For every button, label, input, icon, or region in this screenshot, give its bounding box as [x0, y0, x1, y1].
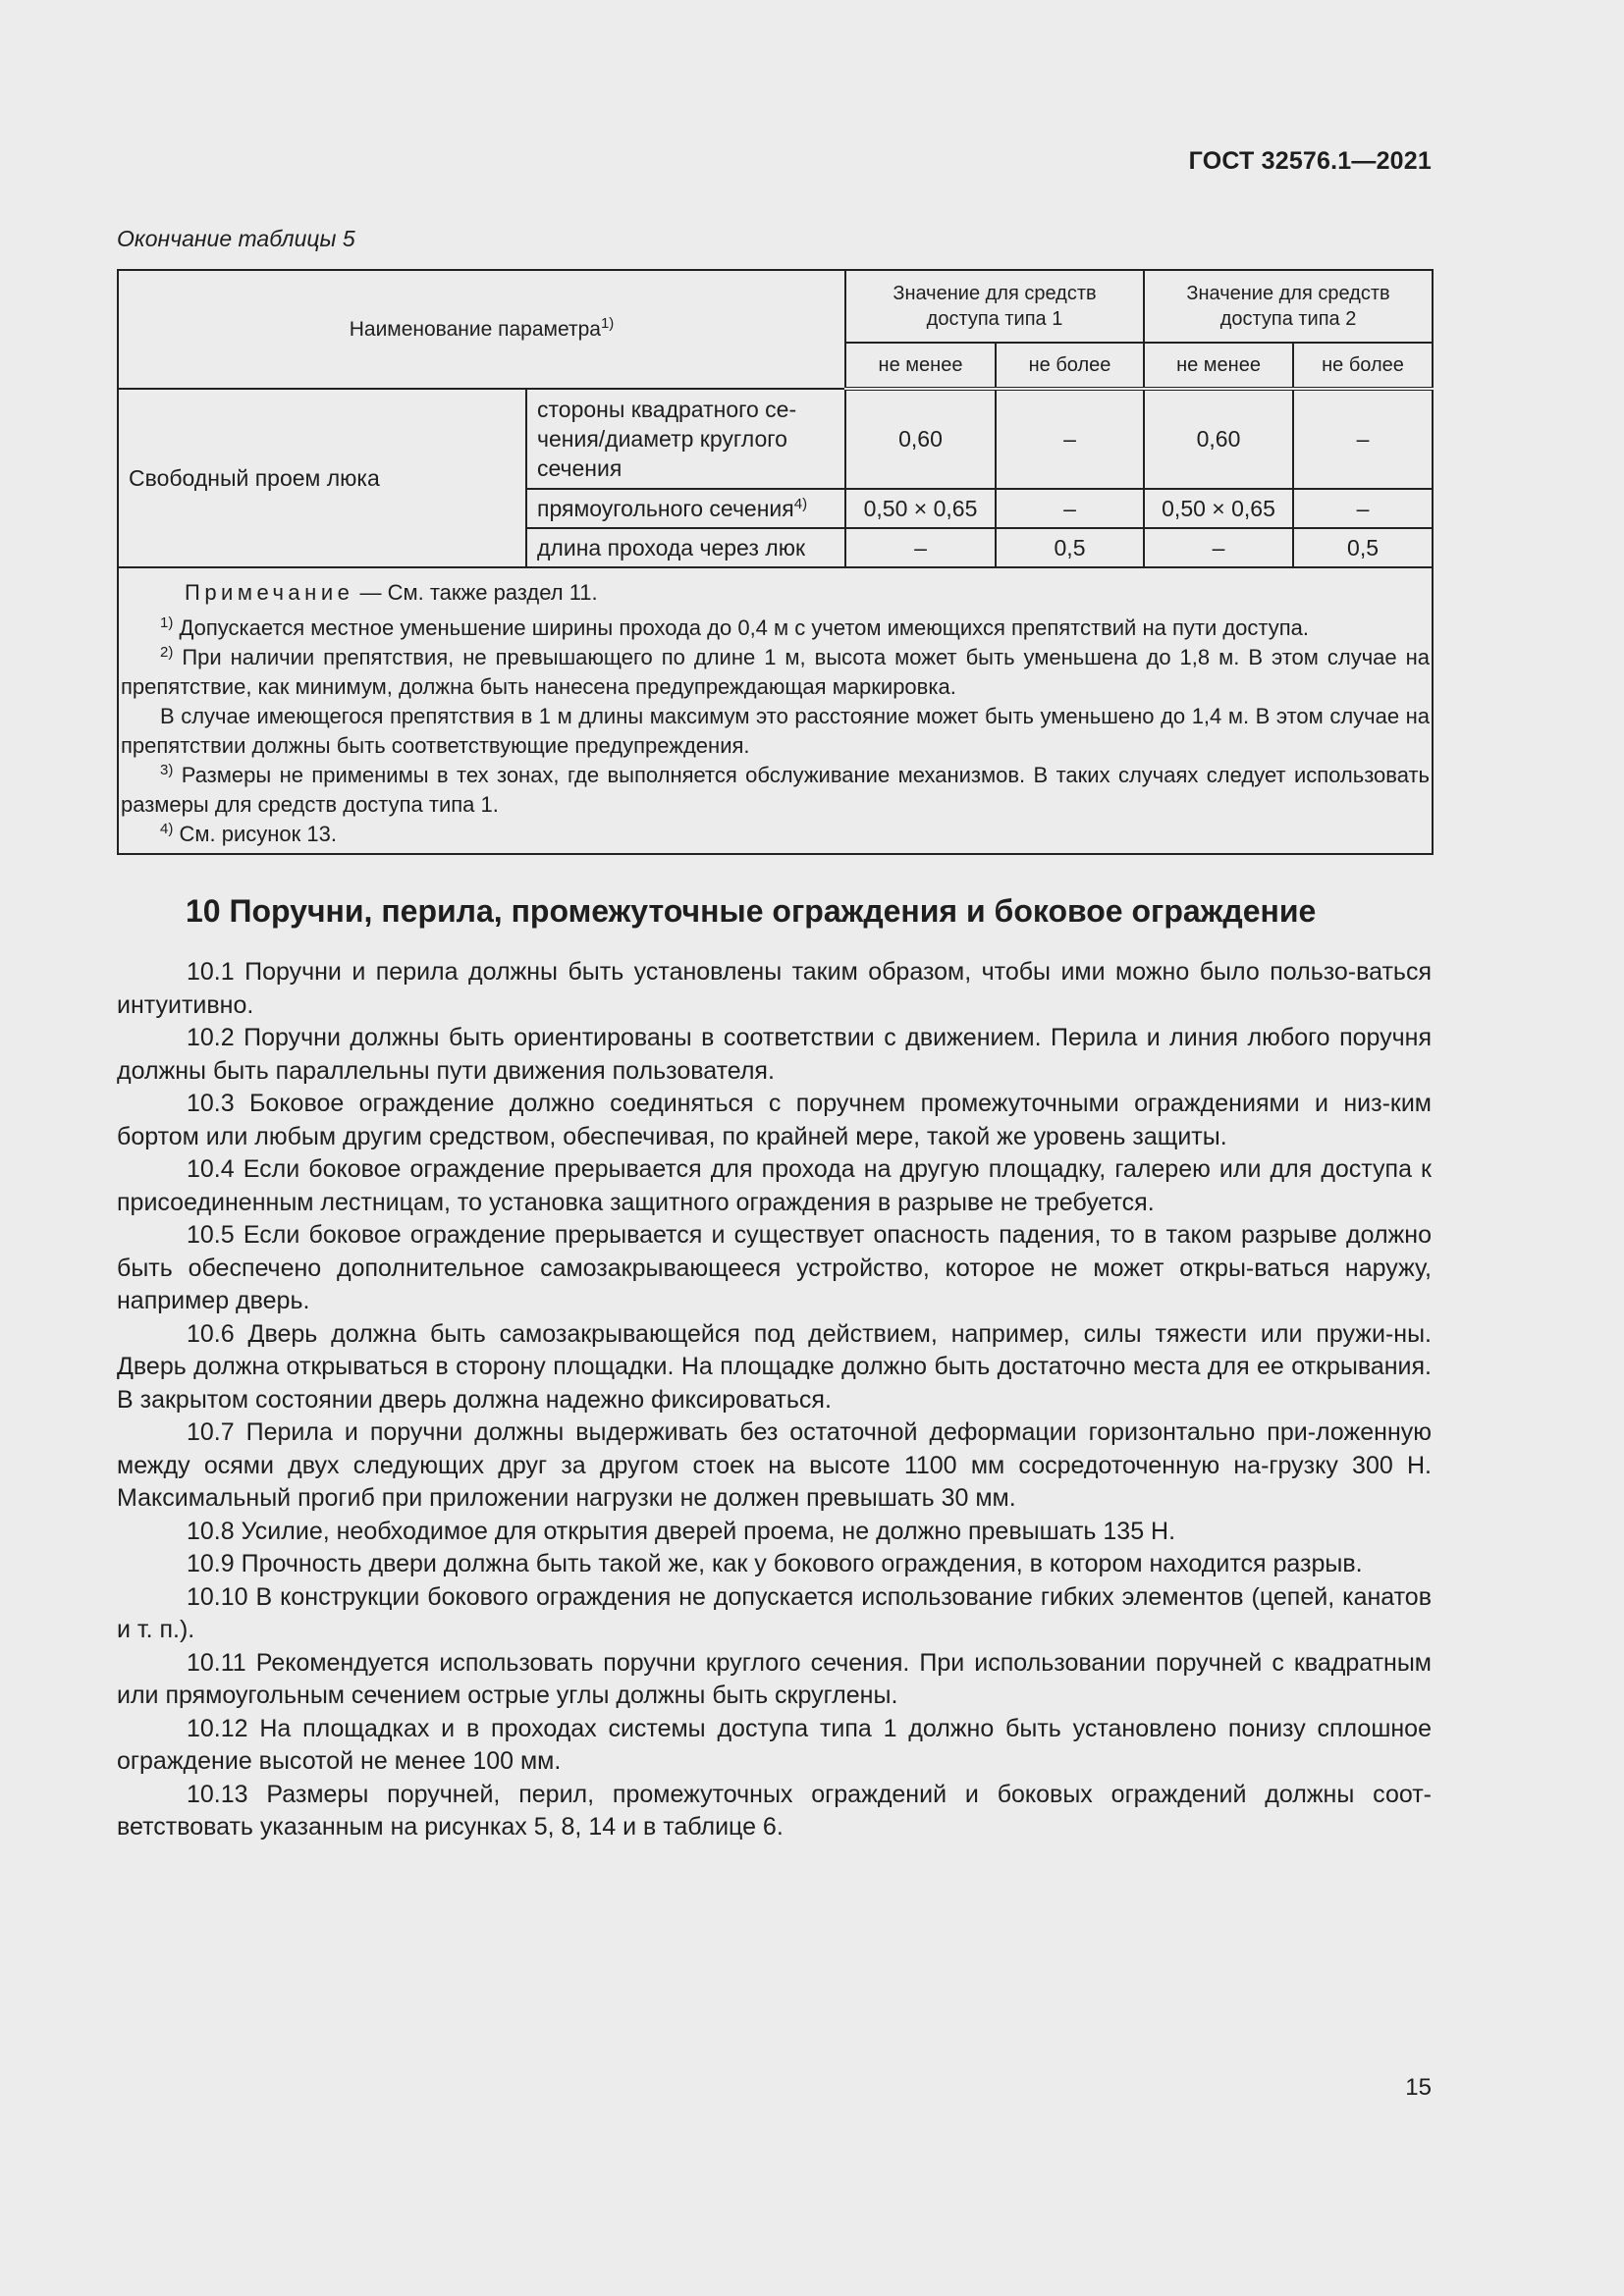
param-header-label: Наименование параметра [349, 317, 601, 341]
paragraph: 10.10 В конструкции бокового ограждения не допускается использование гибких элементов (цепей, канатов и т. п.). [117, 1582, 1432, 1643]
footnote-marker: 1) [160, 614, 174, 631]
table-row [118, 389, 1433, 489]
value-cell: 0,50 × 0,65 [1144, 489, 1293, 528]
group-label: Свободный проем люка [118, 389, 526, 567]
type2-max-header: не более [1293, 343, 1433, 389]
param-cell [526, 489, 845, 528]
value-cell: 0,60 [1144, 389, 1293, 489]
paragraph: 10.3 Боковое ограждение должно соединяться с поручнем промежуточными ограждениями и низ-ким бортом или любым другим средством, обеспечивая, по крайней мере, такой же уровень защиты. [117, 1090, 1432, 1150]
footnote-3 [121, 761, 1430, 820]
paragraph: 10.1 Поручни и перила должны быть установлены таким образом, чтобы ими можно было пользо-ваться интуитивно. [117, 958, 1432, 1019]
section-body [117, 956, 1432, 1844]
footnote-4 [121, 820, 1430, 849]
param-cell [526, 389, 845, 489]
document-code: ГОСТ 32576.1—2021 [1188, 147, 1432, 175]
paragraph: 10.11 Рекомендуется использовать поручни круглого сечения. При использовании поручней с квадратным или прямоугольным сечением острые углы должны быть скруглены. [117, 1648, 1432, 1709]
param-header-sup: 1) [600, 314, 615, 332]
note [121, 578, 1430, 608]
type1-max-header: не более [996, 343, 1144, 389]
paragraph: 10.8 Усилие, необходимое для открытия дверей проема, не должно превышать 135 Н. [187, 1517, 1176, 1545]
param-cell: длина прохода через люк [526, 528, 845, 567]
param-text: прямоугольного сечения [537, 496, 794, 521]
table-notes-row [118, 567, 1433, 854]
param-sup: 4) [793, 496, 808, 512]
note-text: — См. также раздел 11. [359, 580, 598, 605]
footnote-marker: 2) [160, 644, 174, 661]
paragraph: 10.12 На площадках и в проходах системы доступа типа 1 должно быть установлено понизу сплошное ограждение высотой не менее 100 мм. [117, 1714, 1432, 1775]
footnote-2 [121, 643, 1430, 702]
footnote-text: Допускается местное уменьшение ширины прохода до 0,4 м с учетом имеющихся препятствий на пути доступа. [179, 615, 1309, 640]
paragraph: 10.2 Поручни должны быть ориентированы в соответствии с движением. Перила и линия любого поручня должны быть параллельны пути движения пользователя. [117, 1024, 1432, 1085]
value-cell: – [1293, 489, 1433, 528]
value-cell: 0,5 [1293, 528, 1433, 567]
paragraph: 10.9 Прочность двери должна быть такой же, как у бокового ограждения, в котором находится разрыв. [187, 1550, 1363, 1577]
footnote-1 [121, 614, 1430, 643]
paragraph: 10.5 Если боковое ограждение прерывается и существует опасность падения, то в таком разрыве должно быть обеспечено дополнительное самозакрывающееся устройство, которое не может откры-ваться наружу, например дверь. [117, 1221, 1432, 1314]
value-cell: 0,60 [845, 389, 996, 489]
value-cell: 0,5 [996, 528, 1144, 567]
parameters-table [117, 269, 1434, 855]
footnote-marker: 3) [160, 762, 174, 778]
table-notes [118, 567, 1433, 854]
footnote-2-cont [121, 702, 1430, 761]
value-cell: 0,50 × 0,65 [845, 489, 996, 528]
value-cell: – [845, 528, 996, 567]
footnote-text: См. рисунок 13. [179, 822, 337, 846]
table-header-row [118, 270, 1433, 343]
section-heading: 10 Поручни, перила, промежуточные ограждения и боковое ограждение [186, 893, 1317, 929]
footnote-text: В случае имеющегося препятствия в 1 м длины максимум это расстояние может быть уменьшено до 1,4 м. В этом случае на препятствии должны быть соответствующие предупреждения. [121, 704, 1431, 758]
param-header [118, 270, 845, 389]
value-cell: – [1144, 528, 1293, 567]
note-label: Примечание [185, 580, 354, 605]
paragraph: 10.13 Размеры поручней, перил, промежуточных ограждений и боковых ограждений должны соот-ветствовать указанным на рисунках 5, 8, 14 и в таблице 6. [117, 1780, 1432, 1841]
table-caption: Окончание таблицы 5 [117, 226, 355, 251]
paragraph: 10.6 Дверь должна быть самозакрывающейся под действием, например, силы тяжести или пружи-ны. Дверь должна открываться в сторону площадки. На площадке должно быть достаточно места для ее открывания. В закрытом состоянии дверь должна надежно фиксироваться. [117, 1319, 1432, 1414]
param-text: стороны квадратного се-чения/диаметр круглого сечения [537, 397, 797, 481]
value-cell: – [1293, 389, 1433, 489]
footnote-text: При наличии препятствия, не превышающего по длине 1 м, высота может быть уменьшена до 1,8 м. В этом случае на препятствие, как минимум, должна быть нанесена предупреждающая маркировка. [121, 645, 1431, 699]
type2-header: Значение для средств доступа типа 2 [1144, 270, 1433, 343]
page-number: 15 [1405, 2074, 1432, 2101]
value-cell: – [996, 489, 1144, 528]
footnote-text: Размеры не применимы в тех зонах, где выполняется обслуживание механизмов. В таких случаях следует использовать размеры для средств доступа типа 1. [121, 763, 1431, 817]
value-cell: – [996, 389, 1144, 489]
footnote-marker: 4) [160, 821, 174, 837]
type2-min-header: не менее [1144, 343, 1293, 389]
type1-min-header: не менее [845, 343, 996, 389]
paragraph: 10.7 Перила и поручни должны выдерживать без остаточной деформации горизонтально при-ложенную между осями двух следующих друг за другом стоек на высоте 1100 мм сосредоточенную на-грузку 300 Н. Максимальный прогиб при приложении нагрузки не должен превышать 30 мм. [117, 1418, 1432, 1512]
paragraph: 10.4 Если боковое ограждение прерывается для прохода на другую площадку, галерею или для доступа к присоединенным лестницам, то установка защитного ограждения в разрыве не требуется. [117, 1155, 1432, 1216]
type1-header: Значение для средств доступа типа 1 [845, 270, 1144, 343]
